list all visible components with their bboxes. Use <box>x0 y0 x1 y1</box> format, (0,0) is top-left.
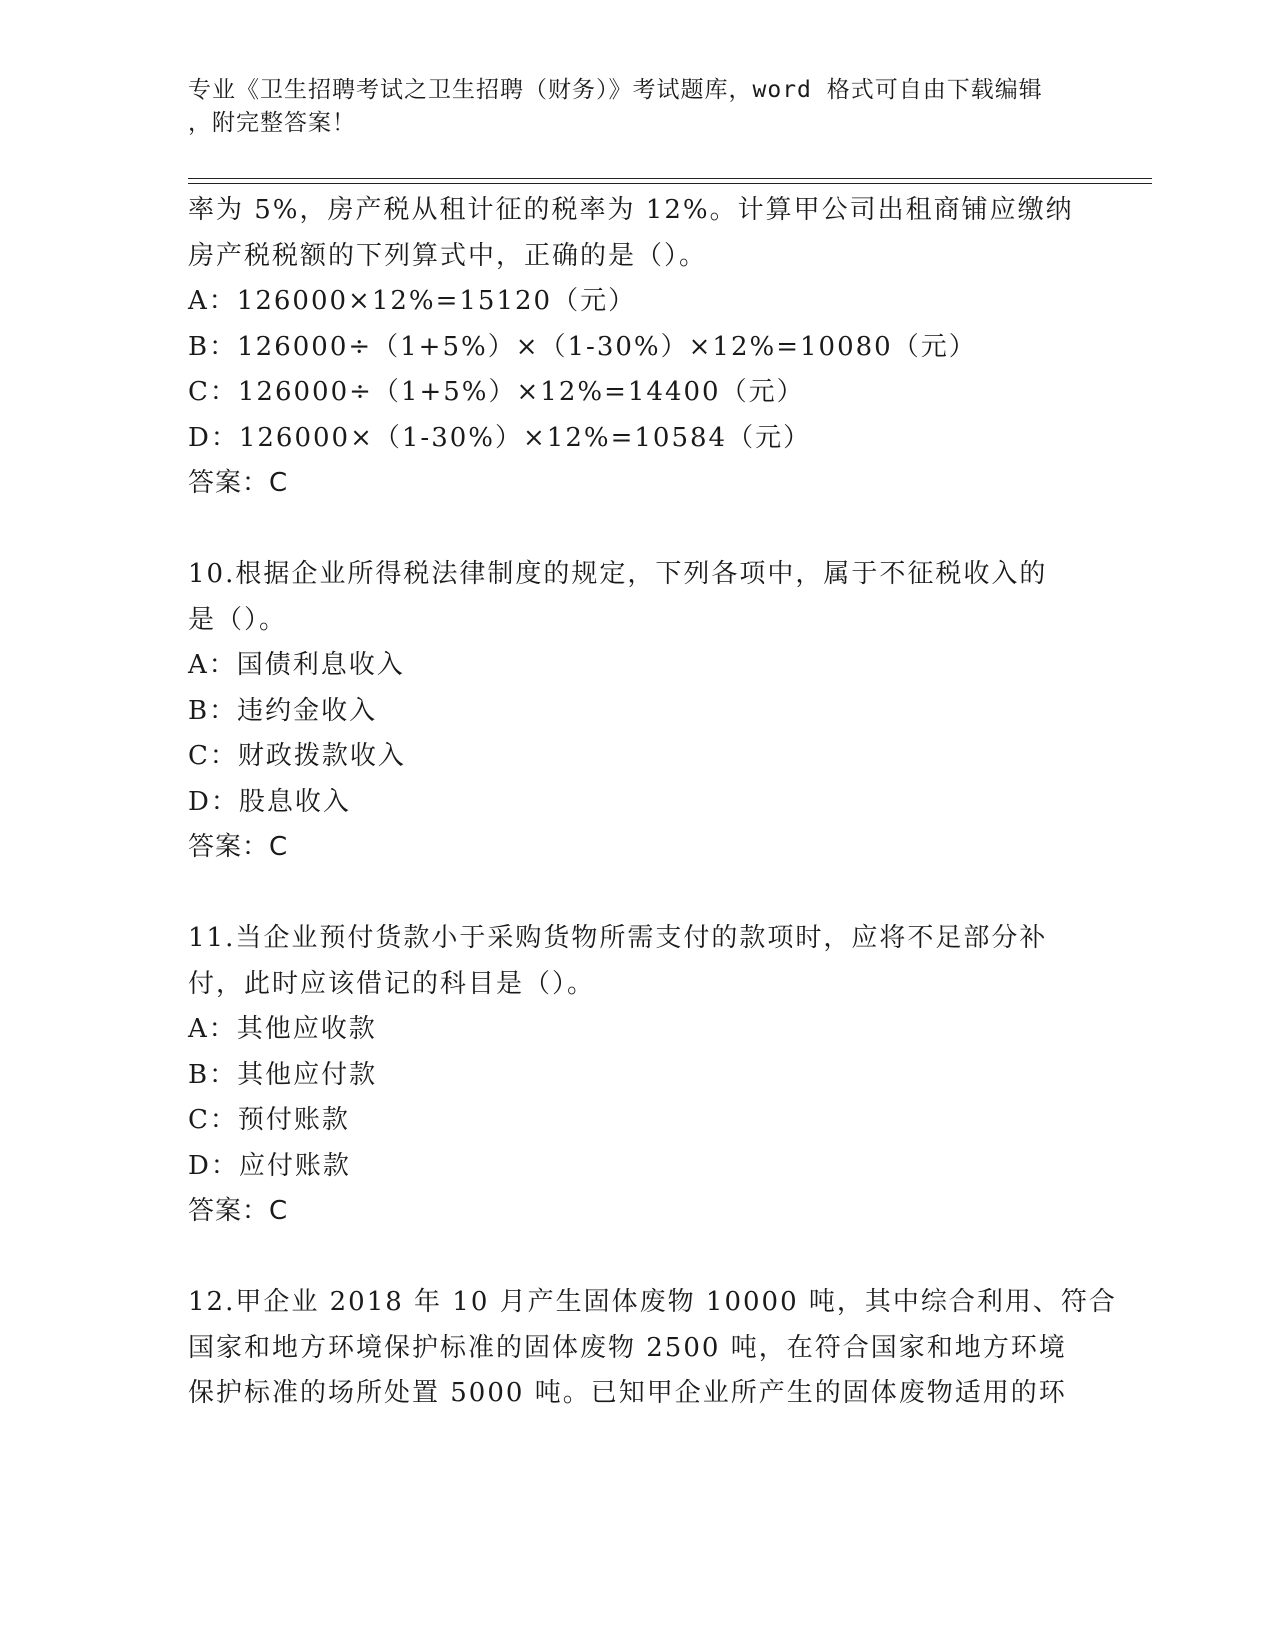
option-a: A：国债利息收入 <box>188 650 405 680</box>
option-a: A：其他应收款 <box>188 1014 377 1044</box>
answer: 答案：C <box>188 468 289 498</box>
question-stem-line: 保护标准的场所处置 5000 吨。已知甲企业所产生的固体废物适用的环 <box>188 1378 1067 1408</box>
question-stem-line: 房产税税额的下列算式中，正确的是（）。 <box>188 240 708 271</box>
option-b: B：违约金收入 <box>188 695 378 726</box>
header-rule-bottom <box>188 183 1152 184</box>
header-rule-top <box>188 178 1152 179</box>
question-11 <box>188 916 1088 1235</box>
question-10 <box>188 552 1088 871</box>
question-stem-line: 10.根据企业所得税法律制度的规定，下列各项中，属于不征税收入的 <box>188 559 1048 589</box>
question-stem-line: 12.甲企业 2018 年 10 月产生固体废物 10000 吨，其中综合利用、符合 <box>188 1287 1117 1317</box>
option-c: C：预付账款 <box>188 1105 350 1135</box>
spacer <box>188 1235 1088 1281</box>
spacer <box>188 507 1088 553</box>
question-9 <box>188 188 1088 507</box>
question-stem-line: 付，此时应该借记的科目是（）。 <box>188 968 596 999</box>
question-stem-line: 率为 5%，房产税从租计征的税率为 12%。计算甲公司出租商铺应缴纳 <box>188 195 1074 225</box>
option-c: C：126000÷（1+5%）×12%=14400（元） <box>188 377 805 407</box>
option-b: B：其他应付款 <box>188 1059 378 1090</box>
header-line-2: ，附完整答案！ <box>188 110 356 136</box>
question-content <box>188 188 1117 1417</box>
option-d: D：126000×（1-30%）×12%=10584（元） <box>188 422 812 453</box>
question-stem-line: 是（）。 <box>188 604 288 635</box>
question-12 <box>188 1280 1117 1417</box>
question-stem-line: 国家和地方环境保护标准的固体废物 2500 吨，在符合国家和地方环境 <box>188 1332 1067 1363</box>
document-header <box>188 74 1088 140</box>
option-d: D：股息收入 <box>188 786 351 817</box>
header-line-1: 专业《卫生招聘考试之卫生招聘（财务）》考试题库，word 格式可自由下载编辑 <box>188 77 1043 103</box>
question-stem-line: 11.当企业预付货款小于采购货物所需支付的款项时，应将不足部分补 <box>188 923 1048 953</box>
option-d: D：应付账款 <box>188 1150 351 1181</box>
option-a: A：126000×12%=15120（元） <box>188 286 637 316</box>
answer: 答案：C <box>188 832 289 862</box>
option-b: B：126000÷（1+5%）×（1-30%）×12%=10080（元） <box>188 331 977 362</box>
option-c: C：财政拨款收入 <box>188 741 406 771</box>
answer: 答案：C <box>188 1196 289 1226</box>
spacer <box>188 871 1088 917</box>
